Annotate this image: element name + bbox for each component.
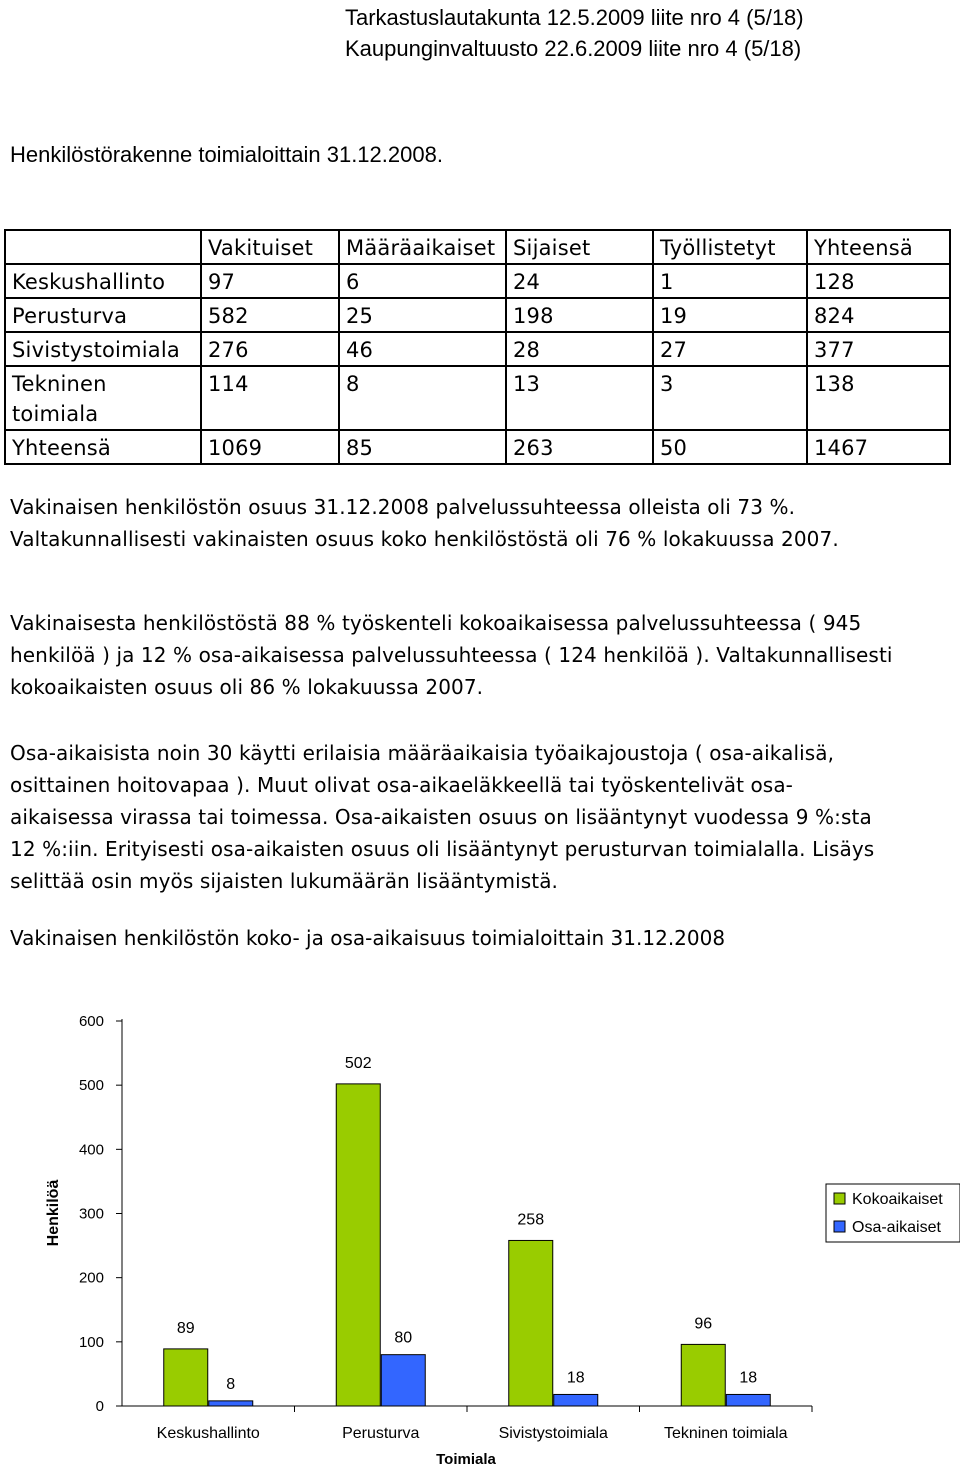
table-row xyxy=(5,298,950,332)
header-line-1: Tarkastuslautakunta 12.5.2009 liite nro 4 (5/18) xyxy=(345,5,804,30)
table-cell: 114 xyxy=(201,366,339,430)
y-tick-label: 100 xyxy=(78,1333,104,1351)
y-tick-label: 200 xyxy=(78,1269,104,1287)
x-tick-label: Sivistystoimiala xyxy=(498,1425,608,1442)
y-axis-title: Henkilöä xyxy=(45,1179,62,1247)
table-cell: 6 xyxy=(339,264,506,298)
table-cell: 128 xyxy=(807,264,950,298)
paragraph-line: Vakinaisesta henkilöstöstä 88 % työskenteli kokoaikaisessa palvelussuhteessa ( 945 xyxy=(10,611,862,635)
paragraph-permanent-share xyxy=(10,491,839,555)
table-cell: 824 xyxy=(807,298,950,332)
table-cell: Yhteensä xyxy=(5,430,201,464)
data-label: 80 xyxy=(394,1329,413,1347)
table-cell: 24 xyxy=(506,264,653,298)
table-cell: 1069 xyxy=(201,430,339,464)
document-header xyxy=(345,2,804,64)
table-cell: 377 xyxy=(807,332,950,366)
legend-label: Osa-aikaiset xyxy=(852,1219,941,1236)
table-cell: 97 xyxy=(201,264,339,298)
table-cell: 198 xyxy=(506,298,653,332)
x-tick-label: Tekninen toimiala xyxy=(663,1425,788,1442)
bar-kokoaikaiset-1 xyxy=(336,1084,380,1406)
table-cell: 46 xyxy=(339,332,506,366)
table-row xyxy=(5,366,950,430)
chart-bars xyxy=(164,1084,771,1406)
table-row xyxy=(5,264,950,298)
paragraph-line: aikaisessa virassa tai toimessa. Osa-aikaisten osuus on lisääntynyt vuodessa 9 %:sta xyxy=(10,805,872,829)
paragraph-line: Valtakunnallisesti vakinaisten osuus koko henkilöstöstä oli 76 % lokakuussa 2007. xyxy=(10,527,839,551)
bar-osa-aikaiset-0 xyxy=(209,1401,253,1406)
table-cell: Tekninen toimiala xyxy=(5,366,201,430)
data-label: 18 xyxy=(566,1369,585,1387)
table-cell: 138 xyxy=(807,366,950,430)
chart-labels xyxy=(177,1055,757,1393)
table-cell: 276 xyxy=(201,332,339,366)
table-cell: 25 xyxy=(339,298,506,332)
table-cell: 263 xyxy=(506,430,653,464)
x-tick-label: Perusturva xyxy=(342,1425,420,1442)
legend-swatch-kokoaikaiset xyxy=(834,1193,845,1204)
data-label: 96 xyxy=(694,1315,713,1333)
table-row xyxy=(5,332,950,366)
bar-kokoaikaiset-3 xyxy=(681,1344,725,1406)
y-tick-label: 300 xyxy=(78,1205,104,1223)
table-cell: 8 xyxy=(339,366,506,430)
paragraph-line: Osa-aikaisista noin 30 käytti erilaisia määräaikaisia työaikajoustoja ( osa-aikalisä, xyxy=(10,741,835,765)
document-title: Henkilöstörakenne toimialoittain 31.12.2008. xyxy=(10,142,443,167)
table-header-row xyxy=(5,230,950,264)
table-cell: 1 xyxy=(653,264,807,298)
paragraph-line: Vakinaisen henkilöstön osuus 31.12.2008 palvelussuhteessa olleista oli 73 %. xyxy=(10,495,796,519)
data-label: 18 xyxy=(739,1369,758,1387)
table-cell: 85 xyxy=(339,430,506,464)
table-header-cell: Yhteensä xyxy=(807,230,950,264)
bar-osa-aikaiset-2 xyxy=(554,1394,598,1406)
data-label: 8 xyxy=(226,1375,236,1393)
table-cell: Perusturva xyxy=(5,298,201,332)
table-cell: 27 xyxy=(653,332,807,366)
paragraph-full-time-share xyxy=(10,607,893,703)
data-label: 258 xyxy=(517,1211,545,1229)
table-cell: 50 xyxy=(653,430,807,464)
data-label: 89 xyxy=(176,1319,195,1337)
table-header-cell xyxy=(5,230,201,264)
table-cell: Sivistystoimiala xyxy=(5,332,201,366)
paragraph-line: selittää osin myös sijaisten lukumäärän lisääntymistä. xyxy=(10,869,559,893)
chart-caption: Vakinaisen henkilöstön koko- ja osa-aikaisuus toimialoittain 31.12.2008 xyxy=(10,926,726,950)
table-cell: 582 xyxy=(201,298,339,332)
table-cell: 1467 xyxy=(807,430,950,464)
paragraph-line: kokoaikaisten osuus oli 86 % lokakuussa 2007. xyxy=(10,675,484,699)
y-tick-label: 500 xyxy=(78,1077,104,1095)
y-tick-label: 400 xyxy=(78,1141,104,1159)
x-axis-title: Toimiala xyxy=(436,1451,496,1468)
staff-bar-chart xyxy=(0,995,960,1470)
paragraph-line: 12 %:iin. Erityisesti osa-aikaisten osuus oli lisääntynyt perusturvan toimialalla. Lisäys xyxy=(10,837,875,861)
table-header-cell: Työllistetyt xyxy=(653,230,807,264)
table-header-cell: Määräaikaiset xyxy=(339,230,506,264)
legend-swatch-osa-aikaiset xyxy=(834,1221,845,1232)
table-cell: Keskushallinto xyxy=(5,264,201,298)
paragraph-line: osittainen hoitovapaa ). Muut olivat osa-aikaeläkkeellä tai työskentelivät osa- xyxy=(10,773,793,797)
y-tick-label: 0 xyxy=(95,1398,104,1415)
bar-kokoaikaiset-2 xyxy=(509,1240,553,1406)
data-label: 502 xyxy=(344,1054,372,1072)
paragraph-line: henkilöä ) ja 12 % osa-aikaisessa palvelussuhteessa ( 124 henkilöä ). Valtakunnallisesti xyxy=(10,643,893,667)
table-cell: 19 xyxy=(653,298,807,332)
header-line-2: Kaupunginvaltuusto 22.6.2009 liite nro 4 (5/18) xyxy=(345,36,802,61)
table-cell: 3 xyxy=(653,366,807,430)
table-cell: 13 xyxy=(506,366,653,430)
table-header-cell: Vakituiset xyxy=(201,230,339,264)
paragraph-part-time-details xyxy=(10,737,874,897)
table-header-cell: Sijaiset xyxy=(506,230,653,264)
bar-osa-aikaiset-3 xyxy=(726,1394,770,1406)
table-total-row xyxy=(5,430,950,464)
table-cell: 28 xyxy=(506,332,653,366)
bar-osa-aikaiset-1 xyxy=(381,1355,425,1406)
staff-structure-table xyxy=(4,229,951,465)
y-tick-label: 600 xyxy=(78,1013,104,1030)
chart-legend xyxy=(826,1184,960,1242)
legend-label: Kokoaikaiset xyxy=(852,1191,943,1208)
x-tick-label: Keskushallinto xyxy=(156,1425,260,1442)
bar-kokoaikaiset-0 xyxy=(164,1349,208,1406)
